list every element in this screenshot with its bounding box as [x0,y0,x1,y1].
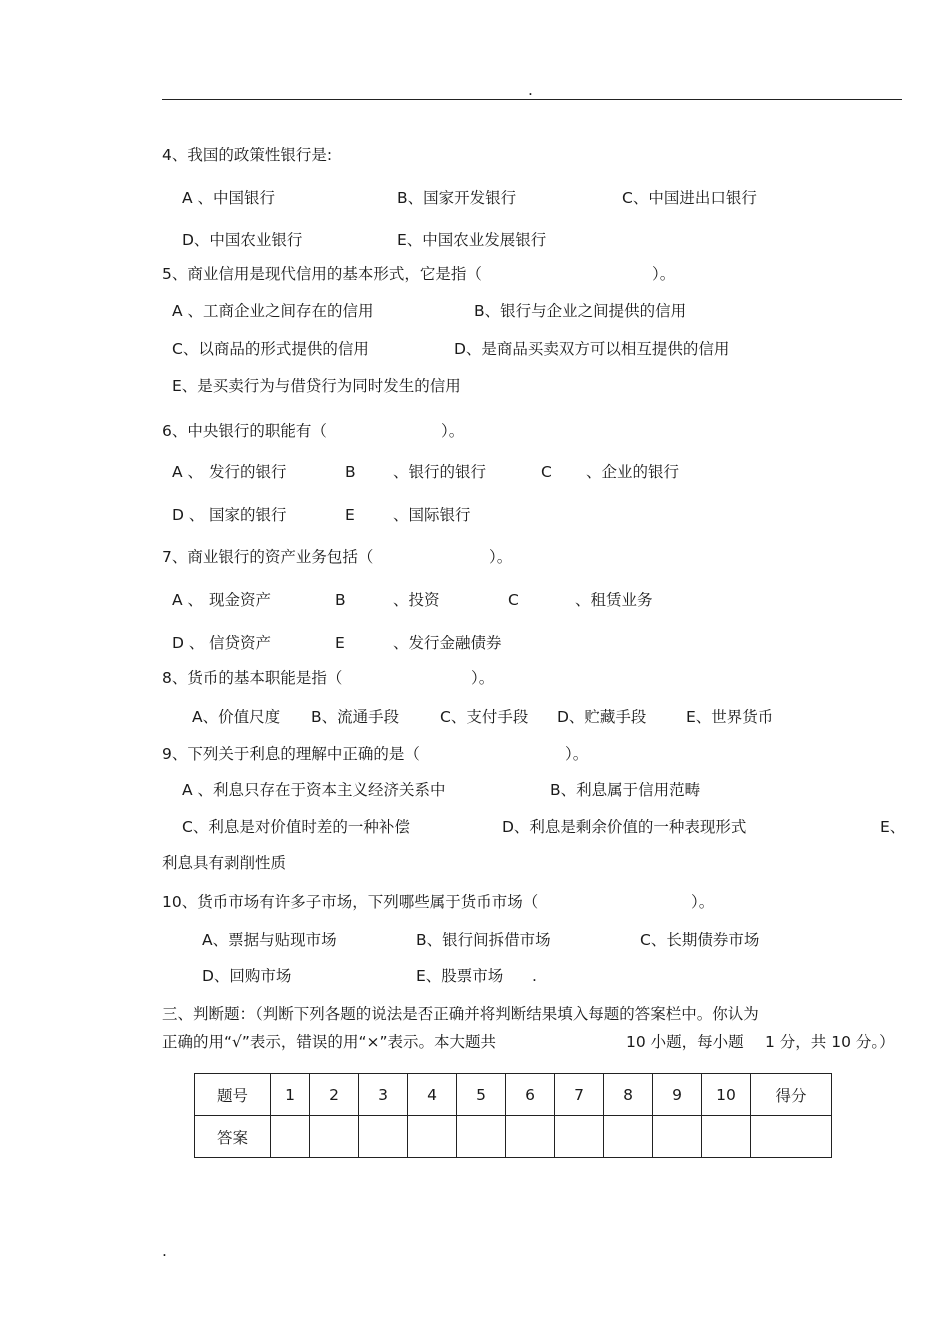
answer-table-header-row [195,1074,832,1116]
q6-option-a: 发行的银行 [209,463,287,481]
q4-option-b: B、国家开发银行 [397,189,517,207]
answer-cell[interactable] [408,1116,457,1158]
answer-cell[interactable] [555,1116,604,1158]
q6-stem-close: ）。 [441,422,465,440]
q7-option-d: 信贷资产 [209,634,272,652]
q9-option-b: B、利息属于信用范畴 [550,781,701,799]
q9-option-c: C、利息是对价值时差的一种补偿 [182,818,410,836]
q6-option-c-key: C [541,463,552,481]
q7-stem: 7、商业银行的资产业务包括（ [162,548,374,566]
answer-cell[interactable] [702,1116,751,1158]
answer-table-score-label: 得分 [751,1074,832,1116]
q10-option-b: B、银行间拆借市场 [416,931,551,949]
answer-table-number: 1 [271,1074,310,1116]
section3-instructions-line2-b: 10 小题，每小题 [626,1033,744,1051]
q7-option-a-key: A 、 [172,591,204,609]
answer-table-row1-label: 题号 [195,1074,271,1116]
q6-option-e-key: E [345,506,355,524]
answer-table [194,1073,832,1158]
q6-option-d-key: D 、 [172,506,205,524]
q9-option-a: A 、利息只存在于资本主义经济关系中 [182,781,446,799]
section3-instructions-line2-a: 正确的用“√”表示，错误的用“×”表示。本大题共 [162,1033,496,1051]
q10-option-e: E、股票市场 [416,967,504,985]
q8-option-a: A、价值尺度 [192,708,281,726]
answer-cell[interactable] [653,1116,702,1158]
header-rule [162,99,902,100]
q6-option-b: 、银行的银行 [393,463,487,481]
answer-cell[interactable] [359,1116,408,1158]
q10-stem-close: ）。 [691,893,715,911]
q9-stem: 9、下列关于利息的理解中正确的是（ [162,745,420,763]
q5-option-e: E、是买卖行为与借贷行为同时发生的信用 [172,377,461,395]
q8-stem-close: ）。 [471,669,495,687]
q6-option-a-key: A 、 [172,463,204,481]
q6-option-b-key: B [345,463,356,481]
answer-table-row2-label: 答案 [195,1116,271,1158]
q10-option-c: C、长期债券市场 [640,931,760,949]
q5-stem-close: ）。 [652,265,676,283]
q4-stem: 4、我国的政策性银行是: [162,146,333,164]
q10-option-e-dot: . [532,967,537,985]
answer-table-number: 3 [359,1074,408,1116]
answer-table-number: 9 [653,1074,702,1116]
q6-option-d: 国家的银行 [209,506,287,524]
q9-option-e: 利息具有剥削性质 [162,854,287,872]
q8-option-e: E、世界货币 [686,708,774,726]
q7-option-e: 、发行金融债券 [393,634,502,652]
answer-cell[interactable] [310,1116,359,1158]
q4-option-e: E、中国农业发展银行 [397,231,547,249]
answer-table-number: 5 [457,1074,506,1116]
header-dot: . [528,81,533,99]
q8-stem: 8、货币的基本职能是指（ [162,669,343,687]
answer-table-number: 6 [506,1074,555,1116]
q4-option-d: D、中国农业银行 [182,231,303,249]
q9-stem-close: ）。 [565,745,589,763]
q9-option-e-key: E、 [880,818,906,836]
q9-option-d: D、利息是剩余价值的一种表现形式 [502,818,747,836]
q8-option-b: B、流通手段 [311,708,400,726]
q5-option-b: B、银行与企业之间提供的信用 [474,302,687,320]
answer-cell[interactable] [271,1116,310,1158]
q10-stem: 10、货币市场有许多子市场，下列哪些属于货币市场（ [162,893,539,911]
q6-stem: 6、中央银行的职能有（ [162,422,327,440]
q4-option-c: C、中国进出口银行 [622,189,757,207]
answer-cell[interactable] [457,1116,506,1158]
q7-stem-close: ）。 [489,548,513,566]
q10-option-a: A、票据与贴现市场 [202,931,337,949]
answer-table-number: 4 [408,1074,457,1116]
q7-option-d-key: D 、 [172,634,205,652]
q7-option-b-key: B [335,591,346,609]
q7-option-e-key: E [335,634,345,652]
q8-option-c: C、支付手段 [440,708,529,726]
answer-table-number: 10 [702,1074,751,1116]
section3-instructions-line2-c: 1 分，共 10 分。） [765,1033,895,1051]
q6-option-e: 、国际银行 [393,506,471,524]
q5-option-d: D、是商品买卖双方可以相互提供的信用 [454,340,730,358]
q5-stem: 5、商业信用是现代信用的基本形式，它是指（ [162,265,482,283]
q4-option-a: A 、中国银行 [182,189,276,207]
q7-option-c-key: C [508,591,519,609]
q6-option-c: 、企业的银行 [586,463,680,481]
answer-table-answer-row [195,1116,832,1158]
answer-table-number: 2 [310,1074,359,1116]
answer-table-number: 7 [555,1074,604,1116]
q5-option-a: A 、工商企业之间存在的信用 [172,302,374,320]
answer-cell[interactable] [604,1116,653,1158]
q5-option-c: C、以商品的形式提供的信用 [172,340,369,358]
q7-option-c: 、租赁业务 [575,591,653,609]
answer-table-number: 8 [604,1074,653,1116]
footer-dot: . [162,1242,167,1260]
score-cell[interactable] [751,1116,832,1158]
q7-option-a: 现金资产 [209,591,272,609]
section3-instructions-line1: 三、判断题：（判断下列各题的说法是否正确并将判断结果填入每题的答案栏中。你认为 [162,1005,759,1023]
q7-option-b: 、投资 [393,591,440,609]
q8-option-d: D、贮藏手段 [557,708,647,726]
answer-cell[interactable] [506,1116,555,1158]
q10-option-d: D、回购市场 [202,967,292,985]
